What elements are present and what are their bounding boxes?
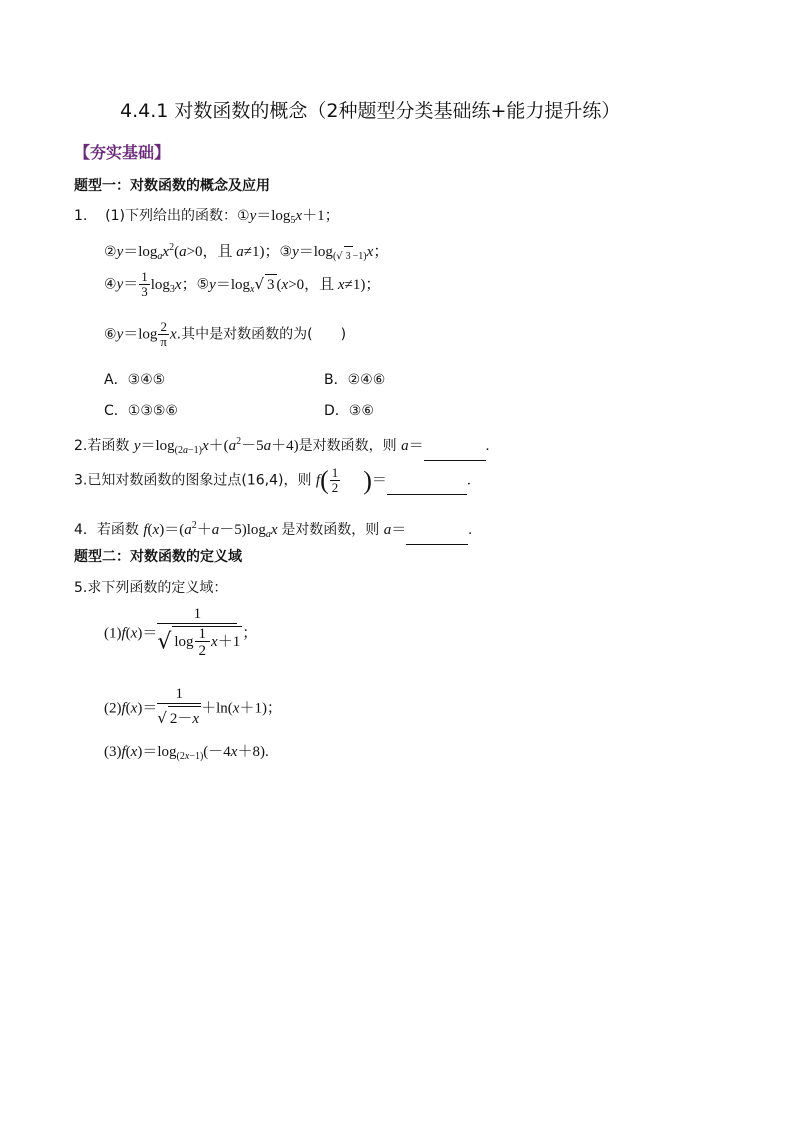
- choice-d: D．③⑥: [324, 403, 374, 419]
- q2-answer-blank[interactable]: [424, 446, 486, 461]
- section-heading: 【夯实基础】: [74, 143, 171, 162]
- q4-answer-blank[interactable]: [406, 530, 468, 545]
- q1-tail: .其中是对数函数的为( ): [176, 326, 347, 343]
- q5-stem: 5.求下列函数的定义域：: [74, 580, 228, 596]
- q3-pre: 3.已知对数函数的图象过点(16,4)，则: [74, 472, 316, 489]
- q5-part1: (1)f(x)＝ 1 √ log $\frac{1}{2}$ x＋1 ；: [104, 606, 258, 659]
- q3-line: 3.已知对数函数的图象过点(16,4)，则 f( $\frac{1}{2}$ )＝ .: [74, 465, 471, 495]
- q2-mid: 是对数函数，则: [298, 438, 402, 454]
- q1-intro: (1)下列给出的函数：: [105, 208, 238, 224]
- page-title: 4.4.1 对数函数的概念（2种题型分类基础练+能力提升练）: [120, 100, 621, 122]
- q2-pre: 2.若函数: [74, 438, 134, 454]
- option-marker-4: ④: [104, 276, 117, 293]
- option-marker-2: ②: [104, 244, 117, 260]
- q1-line4: ⑥y＝log $\frac{2}{\pi}$ x.其中是对数函数的为( ): [104, 319, 347, 349]
- q1-line1: 1. (1)下列给出的函数：$①y=\log_5x+1$；: [74, 208, 340, 226]
- q1-line2: $②y=\log_ax^2(a>0$，且 a≠1)；$③y=\log_{(√ 3 -1)}x$；: [104, 238, 388, 267]
- option-marker-1: ①: [237, 208, 250, 224]
- fraction-one-third: $\frac{1}{3}$: [141, 269, 148, 299]
- q5-part2-fraction: $\frac{1}{√ 2-x}$: [157, 686, 200, 727]
- choice-c: C．①③⑤⑥: [104, 403, 178, 419]
- option-marker-6: ⑥: [104, 326, 117, 343]
- q3-answer-blank[interactable]: [387, 480, 467, 495]
- option-marker-5: ⑤: [196, 276, 210, 293]
- q5-part2: (2)f(x)＝ $\frac{1}{√ 2-x}$ ＋ln(x＋1)；: [104, 686, 282, 727]
- q4-pre: 4．若函数: [74, 522, 144, 538]
- q2-line: 2.若函数 $y=\log_{(2a-1)}x+(a^2-5a+4)$是对数函数，则 a＝ .: [74, 432, 489, 461]
- choice-a: A．③④⑤: [104, 372, 166, 388]
- fraction-two-over-pi: $\frac{2}{\pi}$: [160, 319, 167, 349]
- type-heading-2: 题型二：对数函数的定义域: [74, 549, 242, 565]
- q5-part1-fraction: 1 √ log $\frac{1}{2}$ x＋1: [157, 606, 241, 659]
- fraction-one-half: $\frac{1}{2}$: [331, 465, 339, 495]
- q4-mid: 是对数函数，则: [281, 522, 384, 538]
- choice-b: B．②④⑥: [324, 372, 386, 388]
- type-heading-1: 题型一：对数函数的概念及应用: [74, 178, 270, 194]
- q1-line3: ④y＝ $\frac{1}{3}$ $\log_3x$；$⑤y=\log_x√$ 3 (x>0，且 x≠1)；: [104, 269, 381, 299]
- q4-line: 4．若函数 $f(x)=(a^2+a-5)\log_ax$ 是对数函数，则 a＝ .: [74, 516, 472, 545]
- option-marker-3: ③: [279, 244, 293, 260]
- q1-number: 1.: [74, 208, 88, 224]
- q5-part3: $(3)f(x)=\log_{(2x-1)}(-4x+8)$.: [104, 744, 269, 762]
